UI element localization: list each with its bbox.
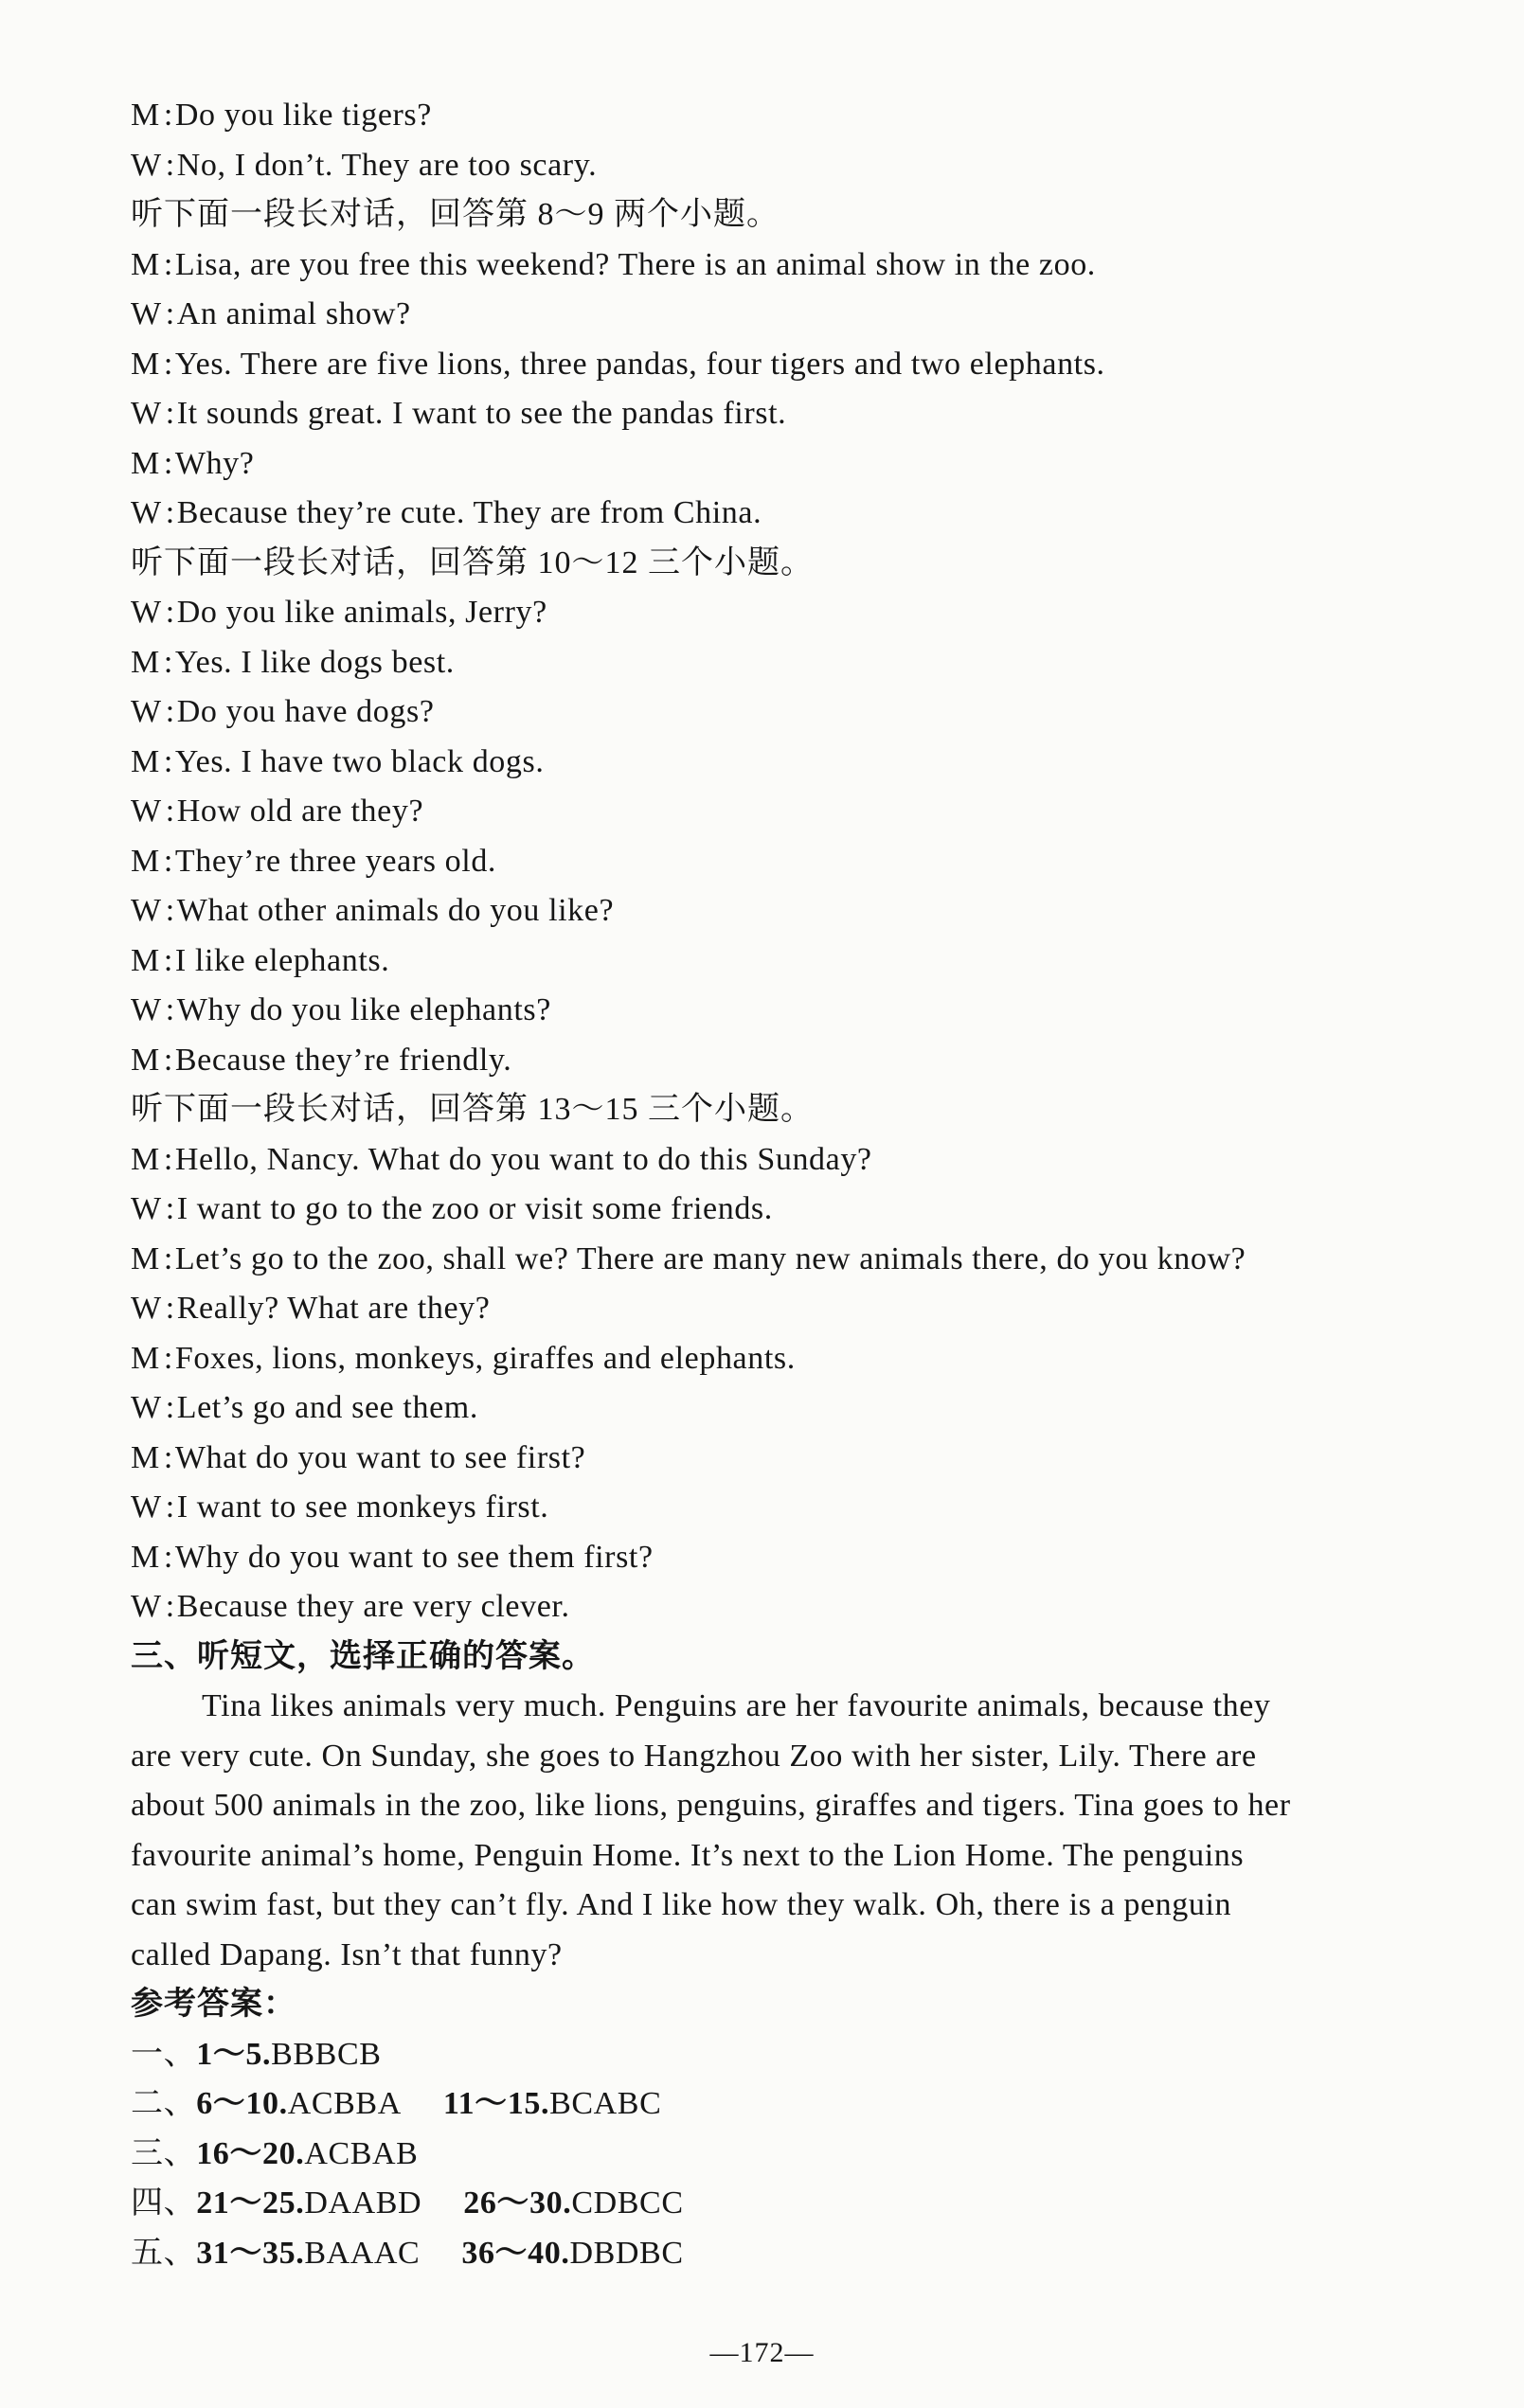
- speaker-label: M: [131, 743, 160, 779]
- page-content: [131, 91, 1438, 2278]
- passage-line: are very cute. On Sunday, she goes to Hangzhou Zoo with her sister, Lily. There are: [131, 1738, 1257, 1774]
- page-number: —172—: [709, 2337, 815, 2368]
- passage-line: called Dapang. Isn’t that funny?: [131, 1936, 563, 1972]
- answer-range: 11～15.: [442, 2086, 550, 2121]
- answer-section-prefix: 三、: [131, 2135, 197, 2171]
- answer-range: 16～20.: [196, 2135, 305, 2171]
- speaker-label: M: [131, 1539, 160, 1575]
- dialogue-d: [131, 1135, 1438, 1632]
- speaker-label: W: [131, 1291, 162, 1326]
- dialogue-line: M :Yes. I like dogs best.: [131, 638, 1438, 688]
- dialogue-line: W :It sounds great. I want to see the pandas first.: [131, 389, 1438, 439]
- dialogue-line: W :Do you like animals, Jerry?: [131, 588, 1438, 638]
- dialogue-line: W :Why do you like elephants?: [131, 986, 1438, 1036]
- dialogue-text: How old are they?: [176, 794, 424, 829]
- dialogue-line: W :How old are they?: [131, 787, 1438, 837]
- answer-range: 6～10.: [196, 2086, 288, 2121]
- dialogue-text: Because they are very clever.: [176, 1589, 570, 1624]
- dialogue-text: Because they’re cute. They are from China.: [176, 495, 762, 530]
- dialogue-line: W :Do you have dogs?: [131, 687, 1438, 738]
- speaker-label: W: [131, 296, 162, 331]
- section-three-heading: 三、听短文，选择正确的答案。: [131, 1638, 595, 1674]
- passage-line: Tina likes animals very much. Penguins are her favourite animals, because they: [202, 1688, 1271, 1723]
- answer-row: [131, 2079, 1438, 2130]
- speaker-label: W: [131, 595, 162, 630]
- answer-letters: BCABC: [549, 2086, 662, 2121]
- answer-key: [131, 2030, 1438, 2279]
- speaker-label: M: [131, 1042, 160, 1078]
- dialogue-text: Why do you want to see them first?: [174, 1539, 654, 1575]
- dialogue-line: M :Let’s go to the zoo, shall we? There are many new animals there, do you know?: [131, 1235, 1438, 1285]
- instruction-13-15: 听下面一段长对话，回答第 13～15 三个小题。: [131, 1092, 814, 1127]
- answer-range: 1～5.: [196, 2036, 272, 2072]
- dialogue-line: M :I like elephants.: [131, 936, 1438, 987]
- dialogue-line: W :What other animals do you like?: [131, 886, 1438, 936]
- dialogue-line: W :Because they are very clever.: [131, 1582, 1438, 1632]
- speaker-label: W: [131, 1489, 162, 1525]
- answer-row: [131, 2130, 1438, 2180]
- instruction-8-9: 听下面一段长对话，回答第 8～9 两个小题。: [131, 197, 780, 232]
- answer-row: [131, 2229, 1438, 2279]
- speaker-label: W: [131, 495, 162, 530]
- dialogue-text: Really? What are they?: [176, 1291, 491, 1326]
- dialogue-text: Yes. I like dogs best.: [174, 644, 455, 680]
- answer-section-prefix: 二、: [131, 2086, 197, 2121]
- dialogue-line: M :Why do you want to see them first?: [131, 1533, 1438, 1583]
- answer-section-prefix: 五、: [131, 2235, 197, 2271]
- dialogue-text: Why do you like elephants?: [176, 992, 551, 1027]
- dialogue-text: I want to see monkeys first.: [176, 1489, 549, 1525]
- listening-passage: [131, 1682, 1438, 1980]
- speaker-label: W: [131, 694, 162, 729]
- answer-section-prefix: 四、: [131, 2185, 197, 2221]
- speaker-label: W: [131, 794, 162, 829]
- dialogue-line: W :Let’s go and see them.: [131, 1383, 1438, 1434]
- speaker-label: M: [131, 445, 160, 481]
- answers-heading: 参考答案：: [131, 1987, 296, 2022]
- dialogue-text: It sounds great. I want to see the pandas first.: [176, 396, 787, 431]
- speaker-label: W: [131, 893, 162, 928]
- answer-range: 21～25.: [196, 2185, 305, 2221]
- speaker-label: W: [131, 992, 162, 1027]
- dialogue-text: I want to go to the zoo or visit some friends.: [176, 1191, 773, 1226]
- speaker-label: M: [131, 1340, 160, 1376]
- dialogue-line: M :Foxes, lions, monkeys, giraffes and elephants.: [131, 1334, 1438, 1384]
- dialogue-line: M :Yes. I have two black dogs.: [131, 738, 1438, 788]
- answer-range: 36～40.: [461, 2235, 570, 2271]
- answer-row: [131, 2030, 1438, 2080]
- dialogue-text: Because they’re friendly.: [174, 1042, 512, 1078]
- answer-letters: ACBAB: [304, 2135, 419, 2171]
- answer-range: 26～30.: [463, 2185, 572, 2221]
- dialogue-text: Why?: [174, 445, 255, 481]
- dialogue-text: Do you have dogs?: [176, 694, 435, 729]
- dialogue-line: W :An animal show?: [131, 290, 1438, 340]
- dialogue-line: W :Because they’re cute. They are from China.: [131, 489, 1438, 539]
- speaker-label: W: [131, 147, 162, 183]
- speaker-label: M: [131, 1439, 160, 1475]
- answer-letters: BBBCB: [271, 2036, 382, 2072]
- dialogue-text: Foxes, lions, monkeys, giraffes and elephants.: [174, 1340, 796, 1376]
- speaker-label: M: [131, 346, 160, 382]
- dialogue-line: W :Really? What are they?: [131, 1284, 1438, 1334]
- speaker-label: M: [131, 246, 160, 282]
- passage-line: favourite animal’s home, Penguin Home. It’s next to the Lion Home. The penguins: [131, 1837, 1245, 1873]
- answer-section-prefix: 一、: [131, 2036, 197, 2072]
- dialogue-line: M :Yes. There are five lions, three pandas, four tigers and two elephants.: [131, 340, 1438, 390]
- dialogue-line: W :I want to see monkeys first.: [131, 1483, 1438, 1533]
- dialogue-line: M :Because they’re friendly.: [131, 1036, 1438, 1086]
- dialogue-a: [131, 91, 1438, 190]
- dialogue-line: M :Why?: [131, 439, 1438, 490]
- dialogue-c: [131, 588, 1438, 1085]
- dialogue-line: M :Do you like tigers?: [131, 91, 1438, 141]
- answer-letters: DAABD: [304, 2185, 422, 2221]
- speaker-label: W: [131, 1191, 162, 1226]
- speaker-label: M: [131, 1141, 160, 1177]
- speaker-label: M: [131, 98, 160, 133]
- speaker-label: M: [131, 942, 160, 978]
- dialogue-text: Lisa, are you free this weekend? There is an animal show in the zoo.: [174, 246, 1096, 282]
- instruction-10-12: 听下面一段长对话，回答第 10～12 三个小题。: [131, 544, 814, 580]
- dialogue-line: M :Lisa, are you free this weekend? There is an animal show in the zoo.: [131, 241, 1438, 291]
- answer-letters: BAAAC: [304, 2235, 421, 2271]
- answer-letters: CDBCC: [571, 2185, 684, 2221]
- dialogue-text: What other animals do you like?: [176, 893, 615, 928]
- dialogue-line: M :They’re three years old.: [131, 837, 1438, 887]
- answer-letters: ACBBA: [287, 2086, 402, 2121]
- dialogue-text: Hello, Nancy. What do you want to do this Sunday?: [174, 1141, 872, 1177]
- dialogue-text: I like elephants.: [174, 942, 390, 978]
- speaker-label: W: [131, 1589, 162, 1624]
- speaker-label: M: [131, 1240, 160, 1276]
- answer-range: 31～35.: [196, 2235, 305, 2271]
- speaker-label: W: [131, 396, 162, 431]
- dialogue-text: What do you want to see first?: [174, 1439, 586, 1475]
- passage-line: about 500 animals in the zoo, like lions, penguins, giraffes and tigers. Tina goes to her: [131, 1788, 1291, 1823]
- dialogue-line: W :I want to go to the zoo or visit some friends.: [131, 1185, 1438, 1235]
- dialogue-text: Let’s go and see them.: [176, 1390, 478, 1425]
- speaker-label: W: [131, 1390, 162, 1425]
- dialogue-text: An animal show?: [176, 296, 411, 331]
- dialogue-line: M :What do you want to see first?: [131, 1434, 1438, 1484]
- dialogue-text: No, I don’t. They are too scary.: [176, 147, 598, 183]
- speaker-label: M: [131, 644, 160, 680]
- answer-row: [131, 2179, 1438, 2229]
- dialogue-text: They’re three years old.: [174, 843, 497, 879]
- dialogue-text: Do you like tigers?: [174, 98, 432, 133]
- dialogue-text: Yes. I have two black dogs.: [174, 743, 545, 779]
- dialogue-line: W :No, I don’t. They are too scary.: [131, 141, 1438, 191]
- speaker-label: M: [131, 843, 160, 879]
- dialogue-text: Do you like animals, Jerry?: [176, 595, 547, 630]
- dialogue-text: Yes. There are five lions, three pandas, four tigers and two elephants.: [174, 346, 1105, 382]
- dialogue-text: Let’s go to the zoo, shall we? There are many new animals there, do you know?: [174, 1240, 1246, 1276]
- answer-letters: DBDBC: [569, 2235, 684, 2271]
- passage-line: can swim fast, but they can’t fly. And I like how they walk. Oh, there is a penguin: [131, 1887, 1232, 1922]
- dialogue-line: M :Hello, Nancy. What do you want to do this Sunday?: [131, 1135, 1438, 1186]
- dialogue-b: [131, 241, 1438, 539]
